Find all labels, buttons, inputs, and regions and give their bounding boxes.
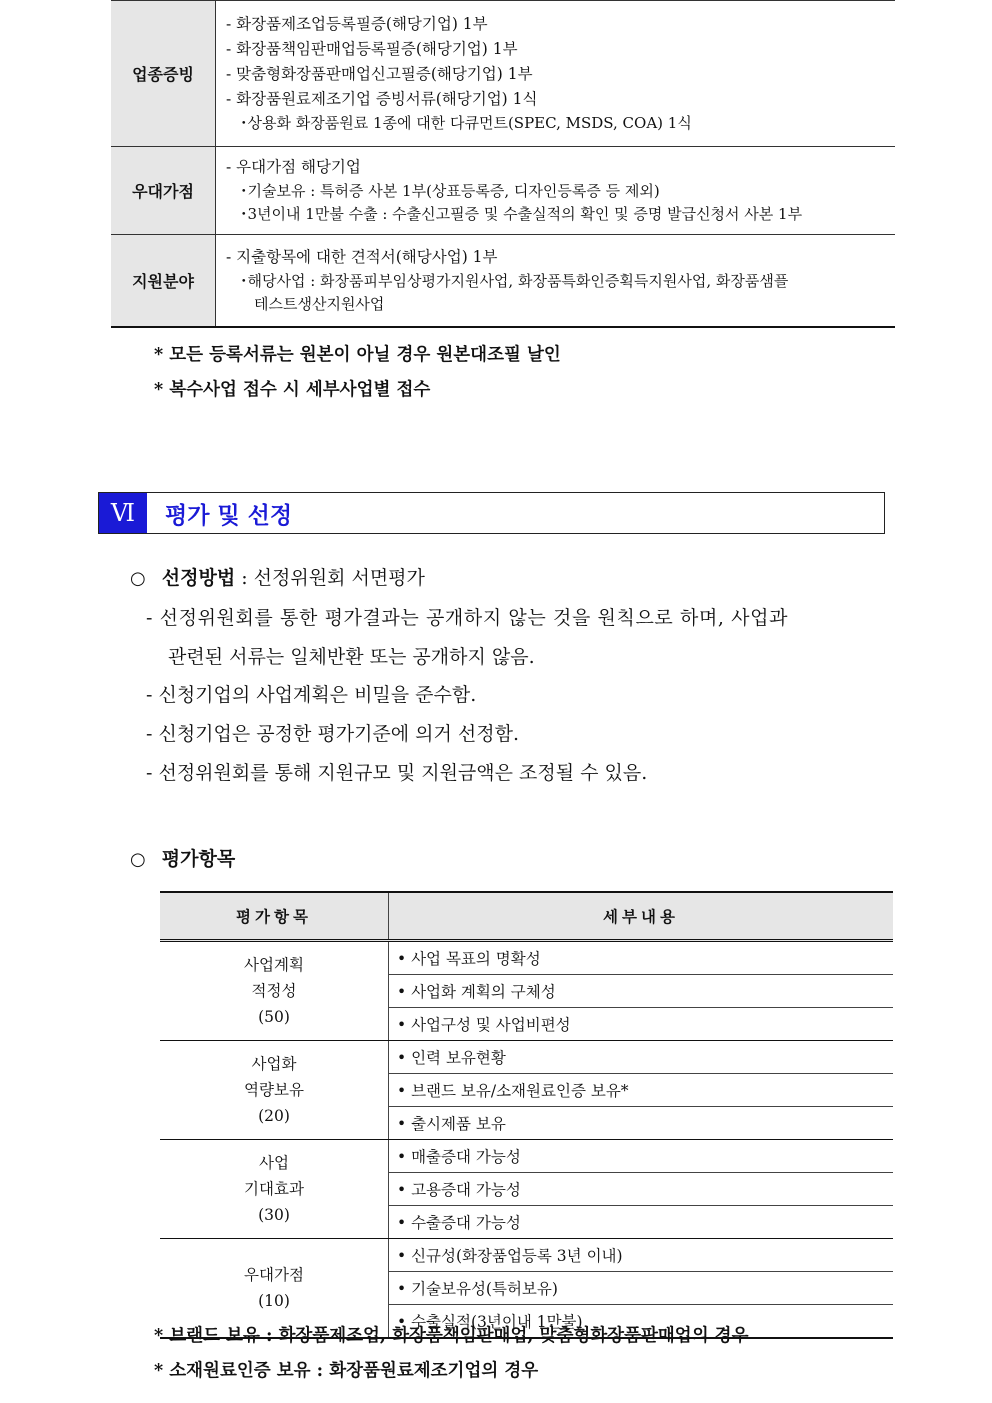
list-subitem: ･기술보유 : 특허증 사본 1부(상표등록증, 디자인등록증 등 제외): [240, 182, 660, 200]
table-row: [111, 1, 895, 147]
detail-item: • 브랜드 보유/소재원료인증 보유*: [389, 1074, 894, 1107]
selection-method-heading: [130, 563, 425, 590]
note: * 복수사업 접수 시 세부사업별 접수: [154, 380, 431, 400]
row-header: 우대가점: [111, 147, 216, 235]
row-content: [216, 147, 896, 235]
column-header: 평가항목: [160, 892, 389, 941]
list-subitem: ･3년이내 1만불 수출 : 수출신고필증 및 수출실적의 확인 및 증명 발급신청서 사본 1부: [240, 205, 803, 223]
table-header-row: [160, 892, 893, 941]
table-row: [111, 147, 895, 235]
detail-item: • 사업구성 및 사업비편성: [389, 1008, 894, 1041]
section-number: Ⅵ: [99, 493, 147, 533]
list-item: - 선정위원회를 통한 평가결과는 공개하지 않는 것을 원칙으로 하며, 사업과: [146, 607, 789, 629]
detail-item: • 고용증대 가능성: [389, 1173, 894, 1206]
list-item: - 화장품책임판매업등록필증(해당기업) 1부: [226, 40, 518, 58]
evaluation-heading: [130, 844, 235, 871]
detail-item: • 사업화 계획의 구체성: [389, 975, 894, 1008]
category-name: 사업화: [251, 1055, 297, 1073]
category-points: (30): [258, 1206, 290, 1224]
table-row: [160, 1140, 893, 1173]
category-cell: [160, 1140, 389, 1239]
list-item: - 우대가점 해당기업: [226, 158, 361, 176]
category-name: 사업계획: [244, 956, 304, 974]
category-points: (50): [258, 1008, 290, 1026]
category-cell: [160, 941, 389, 1041]
detail-item: • 수출실적(3년이내 1만불): [389, 1305, 894, 1339]
evaluation-heading-label: 평가항목: [161, 848, 236, 870]
list-subitem: ･상용화 화장품원료 1종에 대한 다큐먼트(SPEC, MSDS, COA) 1식: [240, 114, 692, 132]
circle-bullet-icon: ○: [130, 568, 146, 589]
category-points: (20): [258, 1107, 290, 1125]
table-row: [160, 941, 893, 975]
category-name: 역량보유: [244, 1081, 304, 1099]
selection-method-label: 선정방법: [161, 567, 236, 589]
list-item: - 신청기업은 공정한 평가기준에 의거 선정함.: [146, 723, 520, 745]
detail-item: • 인력 보유현황: [389, 1041, 894, 1074]
detail-item: • 매출증대 가능성: [389, 1140, 894, 1173]
section-title: 평가 및 선정: [165, 502, 293, 529]
row-header: 지원분야: [111, 235, 216, 327]
list-subitem: ･해당사업 : 화장품피부임상평가지원사업, 화장품특화인증획득지원사업, 화장품샘플: [240, 271, 789, 290]
category-name: 우대가점: [244, 1266, 304, 1284]
category-name: 사업: [259, 1154, 289, 1172]
row-header: 업종증빙: [111, 1, 216, 147]
row-content: [216, 1, 896, 147]
list-item-continuation: 관련된 서류는 일체반환 또는 공개하지 않음.: [168, 646, 535, 668]
list-item: - 선정위원회를 통해 지원규모 및 지원금액은 조정될 수 있음.: [146, 762, 648, 784]
note: * 소재원료인증 보유 : 화장품원료제조기업의 경우: [154, 1361, 539, 1381]
category-name: 기대효과: [244, 1180, 304, 1198]
list-item: - 화장품제조업등록필증(해당기업) 1부: [226, 15, 488, 33]
list-item: - 지출항목에 대한 견적서(해당사업) 1부: [226, 247, 498, 266]
detail-item: • 신규성(화장품업등록 3년 이내): [389, 1239, 894, 1272]
list-item: - 맞춤형화장품판매업신고필증(해당기업) 1부: [226, 65, 533, 83]
category-name: 적정성: [251, 982, 297, 1000]
document-requirements-table: [111, 0, 895, 328]
detail-item: • 수출증대 가능성: [389, 1206, 894, 1239]
evaluation-table: [160, 891, 893, 1339]
list-item: - 신청기업의 사업계획은 비밀을 준수함.: [146, 684, 477, 706]
table-row: [111, 235, 895, 327]
row-content: [216, 235, 896, 327]
column-header: 세부내용: [389, 892, 894, 941]
note: * 모든 등록서류는 원본이 아닐 경우 원본대조필 날인: [154, 345, 561, 365]
section-header: [98, 492, 885, 534]
detail-item: • 사업 목표의 명확성: [389, 941, 894, 975]
category-cell: [160, 1041, 389, 1140]
table-row: [160, 1239, 893, 1272]
list-item: - 화장품원료제조기업 증빙서류(해당기업) 1식: [226, 90, 538, 108]
category-points: (10): [258, 1292, 290, 1310]
selection-method-text: : 선정위원회 서면평가: [235, 567, 425, 589]
detail-item: • 기술보유성(특허보유): [389, 1272, 894, 1305]
table-row: [160, 1041, 893, 1074]
list-subitem-continuation: 테스트생산지원사업: [254, 294, 385, 313]
circle-bullet-icon: ○: [130, 849, 146, 870]
detail-item: • 출시제품 보유: [389, 1107, 894, 1140]
note: * 브랜드 보유 : 화장품제조업, 화장품책임판매업, 맞춤형화장품판매업의 경우: [154, 1326, 749, 1346]
